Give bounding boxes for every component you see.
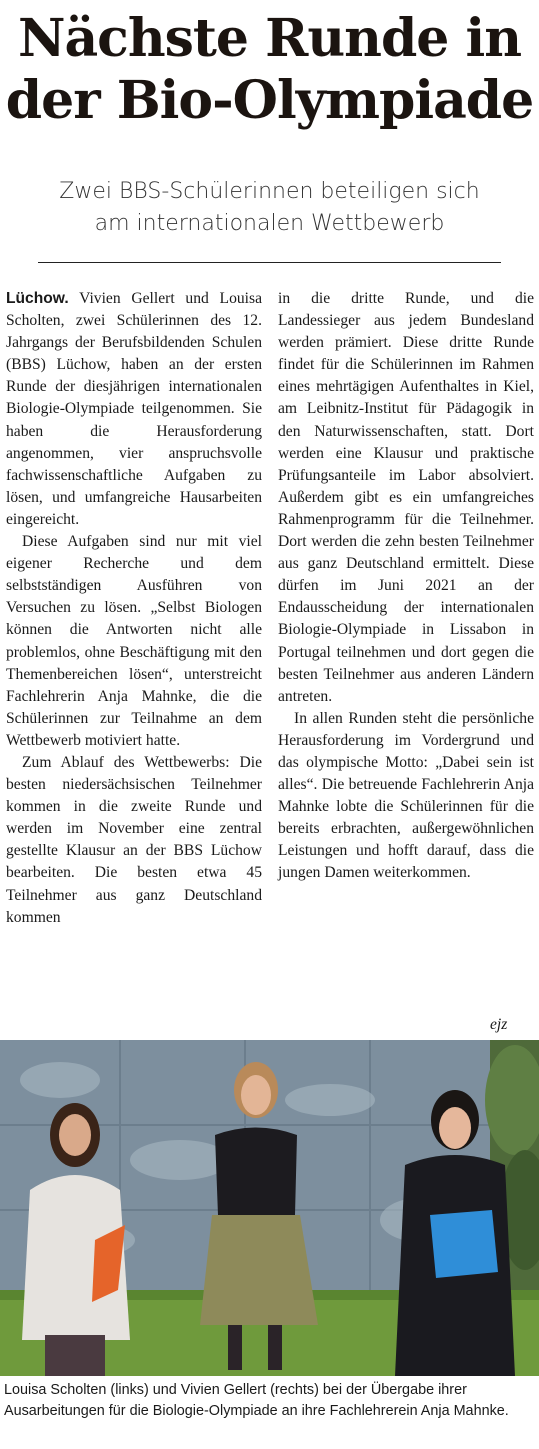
article-subheadline (0, 176, 539, 240)
article-photo (0, 1040, 539, 1376)
article-paragraph: Zum Ablauf des Wettbewerbs: Die besten niedersächsischen Teilnehmer kommen in die zweite Runde und werden im November eine zentral gestellte Klausur an der BBS Lüchow bearbeiten. Die besten etwa 45 Teilnehmer aus ganz Deutschland kommen (6, 753, 262, 926)
article-column-left (6, 288, 262, 929)
divider-rule (38, 262, 501, 263)
article-column-right (278, 288, 534, 885)
photo-illustration (0, 1040, 539, 1376)
article-paragraph: in die dritte Runde, und die Landessieger aus jedem Bundesland werden prämiert. Diese dritte Runde findet für die Schülerinnen im Rahmen eines mehrtägigen Aufenthaltes in Kiel, am Leibnitz-Institut für Pädagogik in den Naturwissenschaften, statt. Dort werden eine Klausur und praktische Prüfungsanteile im Labor absolviert. Außerdem gibt es ein umfangreiches Rahmenprogramm für die Teilnehmer. Dort werden die zehn besten Teilnehmer aus ganz Deutschland ermittelt. Diese dürfen im Juni 2021 an der Endausscheidung der internationalen Biologie-Olympiade in Lissabon in Portugal teilnehmen und dort gegen die besten Teilnehmer aus anderen Ländern antreten. (278, 290, 534, 705)
author-tag: ejz (490, 1016, 508, 1033)
photo-caption: Louisa Scholten (links) und Vivien Gellert (rechts) bei der Übergabe ihrer Ausarbeitungen für die Biologie-Olympiade an ihre Fachlehrerein Anja Mahnke. (4, 1382, 509, 1419)
paragraph-text: Vivien Gellert und Louisa Scholten, zwei Schülerinnen des 12. Jahrgangs der Berufsbildenden Schulen (BBS) Lüchow, haben an der ersten Runde der diesjährigen internationalen Biologie-Olympiade teilgenommen. Sie haben die Herausforderung angenommen, vier anspruchsvolle fachwissenschaftliche Aufgaben zu lösen, und umfangreiche Hausarbeiten eingereicht. (6, 290, 262, 528)
subheadline-line-1: Zwei BBS-Schülerinnen beteiligen sich (59, 179, 480, 204)
dateline: Lüchow. (6, 290, 69, 307)
article-paragraph: In allen Runden steht die persönliche Herausforderung im Vordergrund und das olympische Motto: „Dabei sein ist alles“. Die betreuende Fachlehrerin Anja Mahnke lobte die Schülerinnen für die bereits erbrachten, außergewöhnlichen Leistungen und hofft darauf, dass die jungen Damen weiterkommen. (278, 709, 534, 882)
article-paragraph (6, 288, 262, 531)
headline-line-2: der Bio-Olympiade (5, 70, 534, 131)
headline-line-1: Nächste Runde in (17, 8, 522, 69)
article-headline (0, 8, 539, 132)
article-paragraph: Diese Aufgaben sind nur mit viel eigener Recherche und dem selbstständigen Ausführen von Versuchen zu lösen. „Selbst Biologen können die Antworten nicht alle problemlos, ohne Beschäftigung mit den Themenbereichen lösen“, unterstreicht Fachlehrerin Anja Mahnke, die die Schülerinnen zur Teilnahme an dem Wettbewerb motiviert hatte. (6, 533, 262, 749)
subheadline-line-2: am internationalen Wettbewerb (94, 211, 445, 236)
